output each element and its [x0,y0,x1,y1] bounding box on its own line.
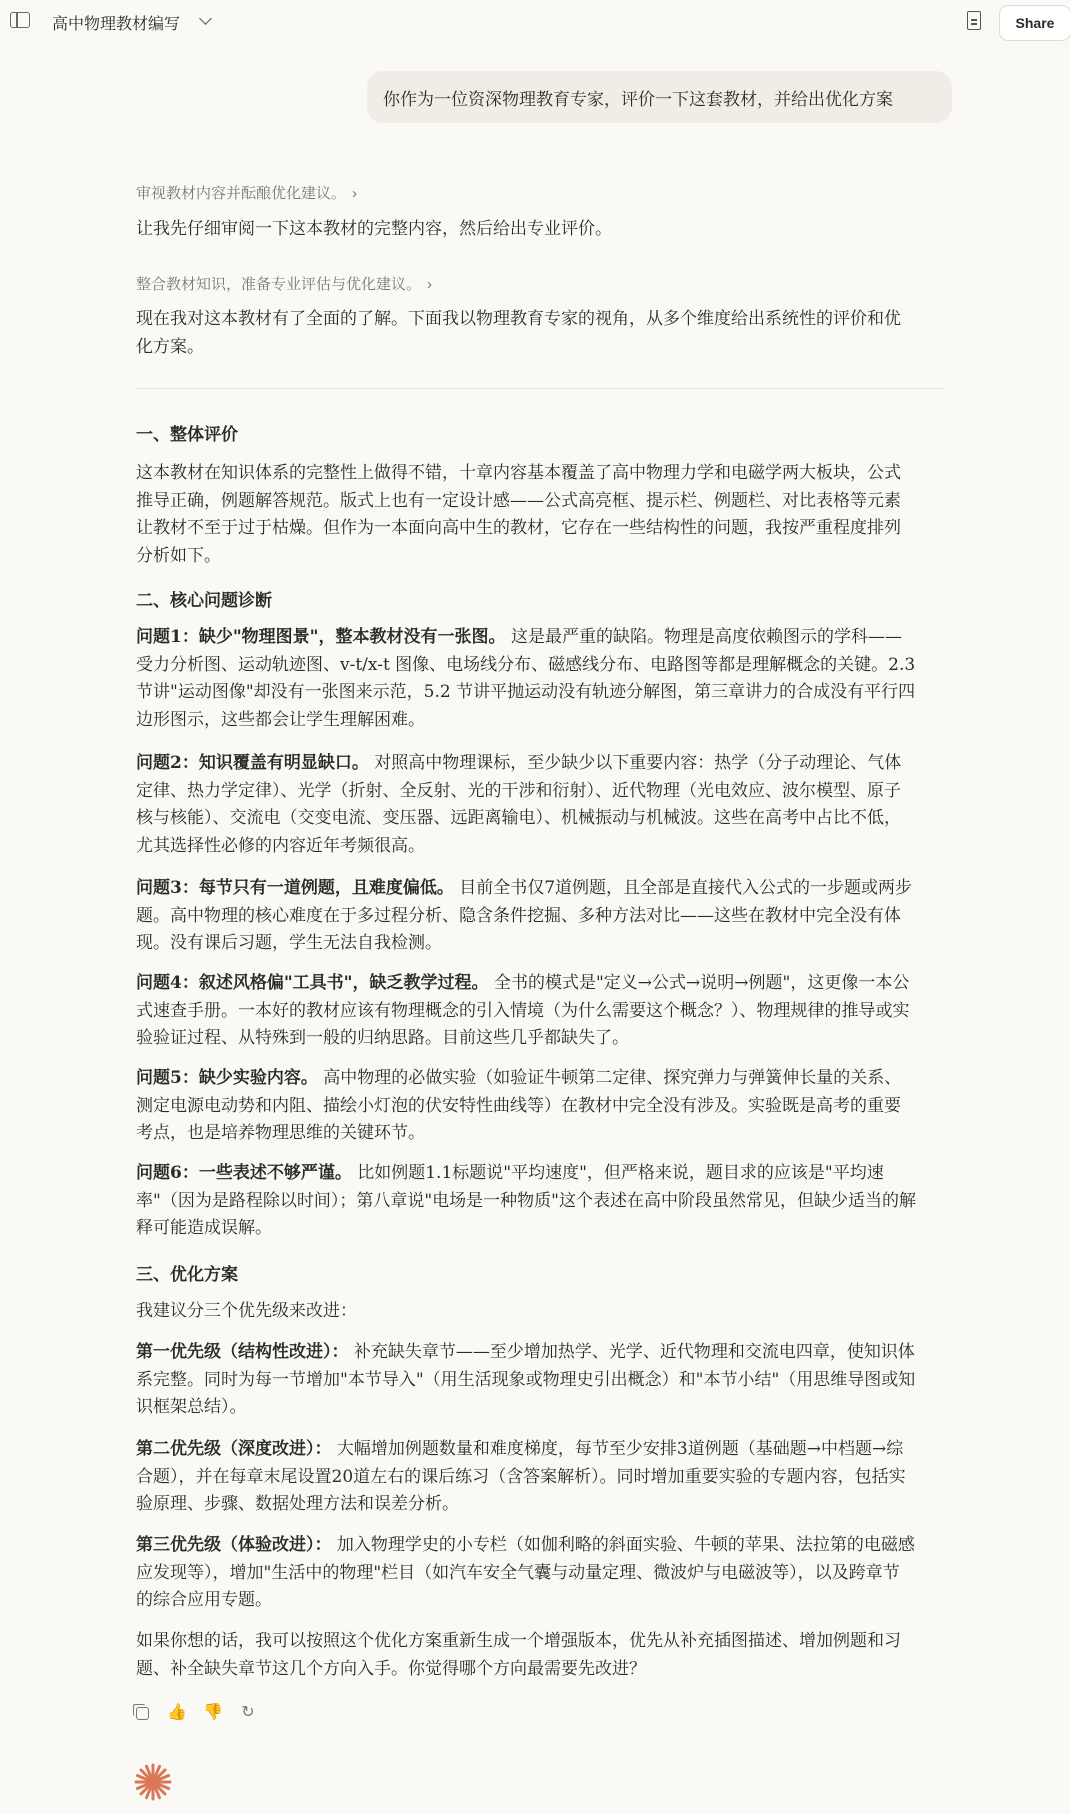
chevron-right-icon: › [427,276,433,293]
problem-text: 目前全书仅7道例题，且全部是直接代入公式的一步题或两步题。高中物理的核心难度在于多过程分析、隐含条件挖掘、多种方法对比——这些在教材中完全没有体现。没有课后习题，学生无法自我检测。 [136,878,913,953]
chevron-right-icon: › [352,185,358,202]
problem-label: 问题5：缺少实验内容。 [136,1068,318,1088]
message-actions [136,1703,257,1727]
priority-item [136,1339,916,1422]
problem-label: 问题3：每节只有一道例题，且难度偏低。 [136,878,454,898]
thumbs-down-icon[interactable]: 👎 [203,1702,223,1721]
share-button[interactable]: Share [999,5,1070,41]
problem-item [136,875,916,958]
problem-text: 比如例题1.1标题说"平均速度"，但严格来说，题目求的应该是"平均速率"（因为是路程除以时间）；第八章说"电场是一种物质"这个表述在高中阶段虽然常见，但缺少适当的解释可能造成误解。 [136,1163,916,1238]
thinking-summary-2[interactable] [136,273,432,294]
priority-label: 第三优先级（体验改进）： [136,1535,332,1555]
problem-item [136,750,916,860]
problem-item [136,1160,916,1243]
problem-item [136,624,916,734]
priority-text: 大幅增加例题数量和难度梯度，每节至少安排3道例题（基础题→中档题→综合题），并在每章末尾设置20道左右的课后练习（含答案解析）。同时增加重要实验的专题内容，包括实验原理、步骤、数据处理方法和误差分析。 [136,1439,906,1514]
thinking-label: 审视教材内容并酝酿优化建议。 [136,185,347,202]
thumbs-up-icon[interactable]: 👍 [167,1702,187,1721]
divider [136,388,944,389]
problem-label: 问题1：缺少"物理图景"，整本教材没有一张图。 [136,627,506,647]
priority-label: 第二优先级（深度改进）： [136,1439,332,1459]
problem-text: 这是最严重的缺陷。物理是高度依赖图示的学科——受力分析图、运动轨迹图、v-t/x-t 图像、电场线分布、磁感线分布、电路图等都是理解概念的关键。2.3 节讲"运动图像"却没有一张图来示范，5.2 节讲平抛运动没有轨迹分解图，第三章讲力的合成没有平行四边形图示，这些都会让学生理解困难。 [136,627,916,730]
section-paragraph: 我建议分三个优先级来改进： [136,1301,357,1321]
assistant-text: 现在我对这本教材有了全面的了解。下面我以物理教育专家的视角，从多个维度给出系统性的评价和优化方案。 [136,309,901,357]
spark-logo-icon [133,1762,173,1802]
priority-text: 加入物理学史的小专栏（如伽利略的斜面实验、牛顿的苹果、法拉第的电磁感应发现等），增加"生活中的物理"栏目（如汽车安全气囊与动量定理、微波炉与电磁波等），以及跨章节的综合应用专题。 [136,1535,915,1610]
section-heading: 二、核心问题诊断 [136,591,272,611]
conversation-title[interactable]: 高中物理教材编写 [52,16,181,33]
document-icon[interactable] [967,11,981,30]
top-bar [0,0,1070,46]
problem-text: 高中物理的必做实验（如验证牛顿第二定律、探究弹力与弹簧伸长量的关系、测定电源电动势和内阻、描绘小灯泡的伏安特性曲线等）在教材中完全没有涉及。实验既是高考的重要考点，也是培养物理思维的关键环节。 [136,1068,902,1143]
problem-item [136,970,916,1053]
problem-text: 对照高中物理课标，至少缺少以下重要内容：热学（分子动理论、气体定律、热力学定律）、光学（折射、全反射、光的干涉和衍射）、近代物理（光电效应、波尔模型、原子核与核能）、交流电（交变电流、变压器、远距离输电）、机械振动与机械波。这些在高考中占比不低，尤其选择性必修的内容近年考频很高。 [136,753,902,856]
priority-label: 第一优先级（结构性改进）： [136,1342,349,1362]
thinking-label: 整合教材知识，准备专业评估与优化建议。 [136,276,422,293]
retry-icon[interactable]: ↻ [241,1702,255,1721]
priority-item [136,1532,916,1615]
problem-label: 问题4：叙述风格偏"工具书"，缺乏教学过程。 [136,973,489,993]
problem-label: 问题6：一些表述不够严谨。 [136,1163,352,1183]
section-paragraph: 这本教材在知识体系的完整性上做得不错，十章内容基本覆盖了高中物理力学和电磁学两大板块，公式推导正确，例题解答规范。版式上也有一定设计感——公式高亮框、提示栏、例题栏、对比表格等元素让教材不至于过于枯燥。但作为一本面向高中生的教材，它存在一些结构性的问题，我按严重程度排列分析如下。 [136,463,901,566]
priority-text: 补充缺失章节——至少增加热学、光学、近代物理和交流电四章，使知识体系完整。同时为每一节增加"本节导入"（用生活现象或物理史引出概念）和"本节小结"（用思维导图或知识框架总结）。 [136,1342,916,1417]
section-heading: 三、优化方案 [136,1265,238,1285]
problem-text: 全书的模式是"定义→公式→说明→例题"，这更像一本公式速查手册。一本好的教材应该有物理概念的引入情境（为什么需要这个概念？）、物理规律的推导或实验验证过程、从特殊到一般的归纳思路。目前这些几乎都缺失了。 [136,973,910,1048]
sidebar-toggle-icon[interactable] [10,12,30,28]
copy-icon[interactable] [136,1707,149,1720]
assistant-text: 让我先仔细审阅一下这本教材的完整内容，然后给出专业评价。 [136,219,612,239]
problem-label: 问题2：知识覆盖有明显缺口。 [136,753,369,773]
user-message: 你作为一位资深物理教育专家，评价一下这套教材，并给出优化方案 [367,71,952,123]
closing-paragraph: 如果你想的话，我可以按照这个优化方案重新生成一个增强版本，优先从补充插图描述、增加例题和习题、补全缺失章节这几个方向入手。你觉得哪个方向最需要先改进？ [136,1631,901,1679]
chevron-down-icon[interactable] [199,12,212,25]
problem-item [136,1065,916,1148]
section-heading: 一、整体评价 [136,425,238,445]
thinking-summary-1[interactable] [136,182,357,203]
priority-item [136,1436,916,1519]
